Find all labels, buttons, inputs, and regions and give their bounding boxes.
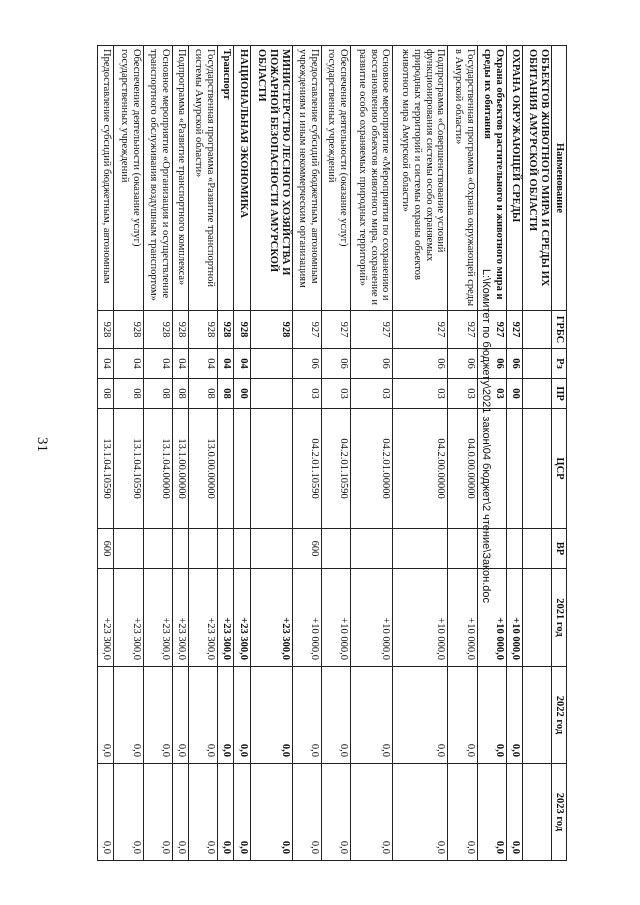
cell-y2023: 0,0 (250, 764, 292, 861)
cell-csr (234, 409, 250, 529)
cell-name: НАЦИОНАЛЬНАЯ ЭКОНОМИКА (234, 46, 250, 311)
cell-vr: 600 (292, 529, 321, 569)
cell-grbs: 928 (189, 311, 218, 349)
col-header: Наименование (552, 46, 567, 311)
cell-y2021: +23 300,0 (250, 569, 292, 667)
cell-grbs: 927 (448, 311, 477, 349)
table-row (351, 46, 393, 861)
cell-name: Подпрограмма «Развитие транспортного комплекса» (172, 46, 188, 311)
cell-grbs: 928 (143, 311, 172, 349)
cell-y2022: 0,0 (292, 667, 321, 764)
cell-csr: 13.1.04.10590 (98, 409, 114, 529)
table-row (218, 46, 234, 861)
cell-y2021: +23 300,0 (234, 569, 250, 667)
cell-vr (189, 529, 218, 569)
budget-table (97, 45, 567, 861)
cell-grbs (523, 311, 552, 349)
cell-y2023: 0,0 (218, 764, 234, 861)
cell-y2023: 0,0 (477, 764, 506, 861)
cell-csr: 04.2.01.10590 (322, 409, 351, 529)
cell-grbs: 927 (351, 311, 393, 349)
cell-pr: 03 (477, 379, 506, 409)
cell-y2023 (523, 764, 552, 861)
rotated-table-wrapper (97, 45, 567, 860)
cell-pr: 03 (322, 379, 351, 409)
table-row (523, 46, 552, 861)
cell-y2023: 0,0 (448, 764, 477, 861)
table-row (322, 46, 351, 861)
cell-csr: 04.2.00.00000 (393, 409, 448, 529)
cell-y2023: 0,0 (143, 764, 172, 861)
cell-vr (218, 529, 234, 569)
table-row (250, 46, 292, 861)
cell-pr (523, 379, 552, 409)
cell-name: Обеспечение деятельности (оказание услуг) государственных учреждений (114, 46, 143, 311)
cell-rz: 06 (292, 349, 321, 379)
cell-pr: 03 (292, 379, 321, 409)
cell-csr (523, 409, 552, 529)
cell-y2022: 0,0 (250, 667, 292, 764)
cell-y2022: 0,0 (98, 667, 114, 764)
cell-grbs: 927 (393, 311, 448, 349)
cell-name: Транспорт (218, 46, 234, 311)
cell-vr (448, 529, 477, 569)
col-header: 2022 год (552, 667, 567, 764)
cell-rz: 04 (114, 349, 143, 379)
cell-vr (322, 529, 351, 569)
cell-grbs: 928 (250, 311, 292, 349)
cell-csr (218, 409, 234, 529)
cell-vr (234, 529, 250, 569)
cell-vr (172, 529, 188, 569)
cell-y2023: 0,0 (172, 764, 188, 861)
cell-y2021: +23 300,0 (98, 569, 114, 667)
table-row (448, 46, 477, 861)
cell-rz: 06 (448, 349, 477, 379)
cell-y2021: +10 000,0 (292, 569, 321, 667)
table-row (114, 46, 143, 861)
cell-pr: 08 (189, 379, 218, 409)
cell-vr (143, 529, 172, 569)
cell-y2022: 0,0 (322, 667, 351, 764)
cell-csr: 13.1.04.00000 (143, 409, 172, 529)
cell-vr (114, 529, 143, 569)
cell-rz: 04 (172, 349, 188, 379)
table-row (98, 46, 114, 861)
col-header: ВР (552, 529, 567, 569)
footer-path: L:\Комитет по бюджету\2021 закон\04 бюджет\2 чтение\Закон.doc (480, 268, 492, 604)
cell-grbs: 928 (98, 311, 114, 349)
cell-y2023: 0,0 (351, 764, 393, 861)
cell-grbs: 927 (292, 311, 321, 349)
cell-name: Обеспечение деятельности (оказание услуг) государственных учреждений (322, 46, 351, 311)
col-header: 2023 год (552, 764, 567, 861)
cell-y2022: 0,0 (189, 667, 218, 764)
cell-pr: 03 (448, 379, 477, 409)
cell-pr: 08 (218, 379, 234, 409)
cell-name: Охрана объектов растительного и животного мира и среды их обитания (477, 46, 506, 311)
cell-pr: 08 (98, 379, 114, 409)
cell-name: Предоставление субсидий бюджетным, автономным учреждениям и иным некоммерческим организациям (292, 46, 321, 311)
cell-grbs: 927 (322, 311, 351, 349)
cell-y2022: 0,0 (393, 667, 448, 764)
cell-rz: 04 (98, 349, 114, 379)
cell-name: МИНИСТЕРСТВО ЛЕСНОГО ХОЗЯЙСТВА И ПОЖАРНОЙ БЕЗОПАСНОСТИ АМУРСКОЙ ОБЛАСТИ (250, 46, 292, 311)
cell-name: Государственная программа «Развитие транспортной системы Амурской области» (189, 46, 218, 311)
cell-y2021: +10 000,0 (351, 569, 393, 667)
table-row (189, 46, 218, 861)
cell-rz: 06 (351, 349, 393, 379)
cell-grbs: 928 (172, 311, 188, 349)
cell-y2023: 0,0 (506, 764, 522, 861)
cell-csr (250, 409, 292, 529)
cell-y2021: +10 000,0 (322, 569, 351, 667)
cell-y2021: +23 300,0 (143, 569, 172, 667)
cell-y2022: 0,0 (143, 667, 172, 764)
cell-vr (250, 529, 292, 569)
col-header: Рз (552, 349, 567, 379)
cell-y2023: 0,0 (189, 764, 218, 861)
cell-y2021: +10 000,0 (506, 569, 522, 667)
cell-y2021: +23 300,0 (189, 569, 218, 667)
col-header: 2021 год (552, 569, 567, 667)
cell-vr: 600 (98, 529, 114, 569)
cell-y2023: 0,0 (292, 764, 321, 861)
cell-grbs: 927 (477, 311, 506, 349)
cell-grbs: 927 (506, 311, 522, 349)
cell-vr (506, 529, 522, 569)
cell-y2022: 0,0 (351, 667, 393, 764)
cell-y2021: +23 300,0 (114, 569, 143, 667)
cell-y2022: 0,0 (172, 667, 188, 764)
table-row (172, 46, 188, 861)
col-header: ГРБС (552, 311, 567, 349)
cell-name: ОБЪЕКТОВ ЖИВОТНОГО МИРА И СРЕДЫ ИХ ОБИТАНИЯ АМУРСКОЙ ОБЛАСТИ (523, 46, 552, 311)
cell-pr: 00 (234, 379, 250, 409)
cell-pr: 08 (143, 379, 172, 409)
cell-csr: 13.1.00.00000 (172, 409, 188, 529)
cell-y2022: 0,0 (448, 667, 477, 764)
table-header-row (552, 46, 567, 861)
table-row (234, 46, 250, 861)
cell-rz (523, 349, 552, 379)
cell-grbs: 928 (114, 311, 143, 349)
cell-y2023: 0,0 (234, 764, 250, 861)
table-row (393, 46, 448, 861)
cell-name: Предоставление субсидий бюджетным, автономным (98, 46, 114, 311)
cell-y2021 (523, 569, 552, 667)
cell-name: Основное мероприятие «Организация и осуществление транспортного обслуживания воздушным транспортом» (143, 46, 172, 311)
cell-pr: 08 (172, 379, 188, 409)
table-row (506, 46, 522, 861)
cell-csr: 04.2.01.10590 (292, 409, 321, 529)
cell-pr: 03 (393, 379, 448, 409)
cell-name: Государственная программа «Охрана окружающей среды в Амурской области» (448, 46, 477, 311)
cell-name: Подпрограмма «Совершенствование условий функционирования системы особо охраняемых природных территорий и системы охраны объектов животного мира Амурской области» (393, 46, 448, 311)
cell-csr: 13.0.00.00000 (189, 409, 218, 529)
page-number: 31 (34, 437, 50, 452)
cell-y2021: +23 300,0 (172, 569, 188, 667)
cell-y2023: 0,0 (98, 764, 114, 861)
cell-y2021: +10 000,0 (477, 569, 506, 667)
cell-name: Основное мероприятие «Мероприятия по сохранению и восстановлению объектов животного мира, сохранение и развитие особо охраняемых природных территорий» (351, 46, 393, 311)
cell-vr (523, 529, 552, 569)
cell-y2023: 0,0 (114, 764, 143, 861)
cell-rz: 06 (477, 349, 506, 379)
cell-grbs: 928 (234, 311, 250, 349)
cell-y2022 (523, 667, 552, 764)
cell-rz: 04 (218, 349, 234, 379)
cell-pr (250, 379, 292, 409)
cell-y2022: 0,0 (506, 667, 522, 764)
cell-vr (351, 529, 393, 569)
cell-y2022: 0,0 (477, 667, 506, 764)
cell-y2021: +23 300,0 (218, 569, 234, 667)
cell-rz: 06 (322, 349, 351, 379)
cell-pr: 03 (351, 379, 393, 409)
cell-rz: 04 (189, 349, 218, 379)
cell-rz: 04 (143, 349, 172, 379)
cell-y2022: 0,0 (114, 667, 143, 764)
cell-pr: 08 (114, 379, 143, 409)
cell-csr: 13.1.04.10590 (114, 409, 143, 529)
cell-y2022: 0,0 (234, 667, 250, 764)
cell-rz: 06 (393, 349, 448, 379)
cell-y2021: +10 000,0 (448, 569, 477, 667)
cell-y2023: 0,0 (393, 764, 448, 861)
cell-y2023: 0,0 (322, 764, 351, 861)
cell-y2021: +10 000,0 (393, 569, 448, 667)
cell-csr: 04.2.01.00000 (351, 409, 393, 529)
cell-rz: 04 (234, 349, 250, 379)
cell-vr (393, 529, 448, 569)
table-row (292, 46, 321, 861)
cell-pr: 00 (506, 379, 522, 409)
cell-y2022: 0,0 (218, 667, 234, 764)
col-header: ПР (552, 379, 567, 409)
table-row (143, 46, 172, 861)
cell-rz (250, 349, 292, 379)
cell-csr (506, 409, 522, 529)
cell-grbs: 928 (218, 311, 234, 349)
cell-csr: 04.0.00.00000 (448, 409, 477, 529)
cell-name: ОХРАНА ОКРУЖАЮЩЕЙ СРЕДЫ (506, 46, 522, 311)
col-header: ЦСР (552, 409, 567, 529)
cell-rz: 06 (506, 349, 522, 379)
